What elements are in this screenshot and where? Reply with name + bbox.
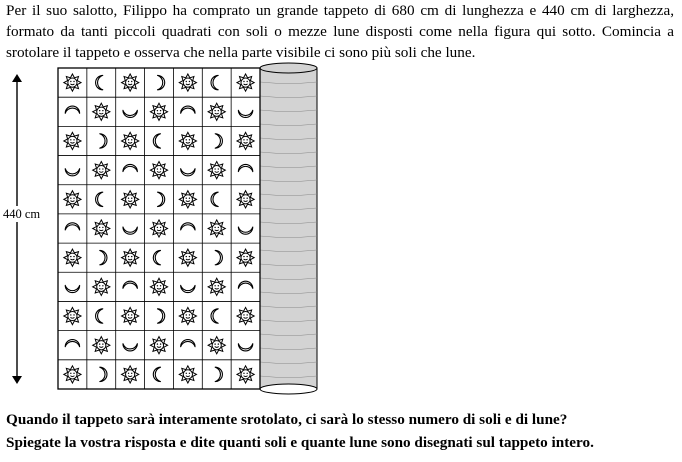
sun-icon bbox=[93, 337, 110, 354]
sun-icon bbox=[93, 162, 110, 179]
question-2: Spiegate la vostra risposta e dite quanti soli e quante lune sono disegnati sul tappeto intero. bbox=[6, 434, 594, 451]
sun-icon bbox=[208, 220, 225, 237]
sun-icon bbox=[150, 220, 167, 237]
sun-icon bbox=[150, 162, 167, 179]
sun-icon bbox=[237, 132, 254, 149]
carpet-roll bbox=[260, 63, 317, 394]
sun-icon bbox=[179, 74, 196, 91]
sun-icon bbox=[179, 191, 196, 208]
sun-icon bbox=[237, 191, 254, 208]
sun-icon bbox=[179, 132, 196, 149]
carpet-grid bbox=[58, 68, 260, 389]
sun-icon bbox=[237, 307, 254, 324]
sun-icon bbox=[64, 191, 81, 208]
question-1: Quando il tappeto sarà interamente srotolato, ci sarà lo stesso numero di soli e di lune? bbox=[6, 411, 568, 428]
sun-icon bbox=[179, 249, 196, 266]
sun-icon bbox=[122, 74, 139, 91]
sun-icon bbox=[122, 366, 139, 383]
sun-icon bbox=[179, 366, 196, 383]
sun-icon bbox=[93, 103, 110, 120]
sun-icon bbox=[237, 74, 254, 91]
sun-icon bbox=[64, 366, 81, 383]
sun-icon bbox=[237, 249, 254, 266]
sun-icon bbox=[150, 278, 167, 295]
sun-icon bbox=[93, 220, 110, 237]
problem-statement: Per il suo salotto, Filippo ha comprato un grande tappeto di 680 cm di lunghezza e 440 cm di larghezza, formato da tanti piccoli quadrati con soli o mezze lune disposti come nella figura qui sotto. Comincia a srotolare il tappeto e osserva che nella parte visibile ci sono più soli che lune. bbox=[6, 2, 674, 61]
sun-icon bbox=[122, 132, 139, 149]
sun-icon bbox=[150, 337, 167, 354]
sun-icon bbox=[122, 307, 139, 324]
sun-icon bbox=[64, 307, 81, 324]
sun-icon bbox=[208, 103, 225, 120]
sun-icon bbox=[150, 103, 167, 120]
sun-icon bbox=[208, 337, 225, 354]
sun-icon bbox=[64, 132, 81, 149]
sun-icon bbox=[122, 249, 139, 266]
sun-icon bbox=[179, 307, 196, 324]
sun-icon bbox=[64, 249, 81, 266]
sun-icon bbox=[93, 278, 110, 295]
sun-icon bbox=[237, 366, 254, 383]
sun-icon bbox=[208, 278, 225, 295]
sun-icon bbox=[122, 191, 139, 208]
sun-icon bbox=[64, 74, 81, 91]
height-label: 440 cm bbox=[3, 207, 41, 221]
sun-icon bbox=[208, 162, 225, 179]
